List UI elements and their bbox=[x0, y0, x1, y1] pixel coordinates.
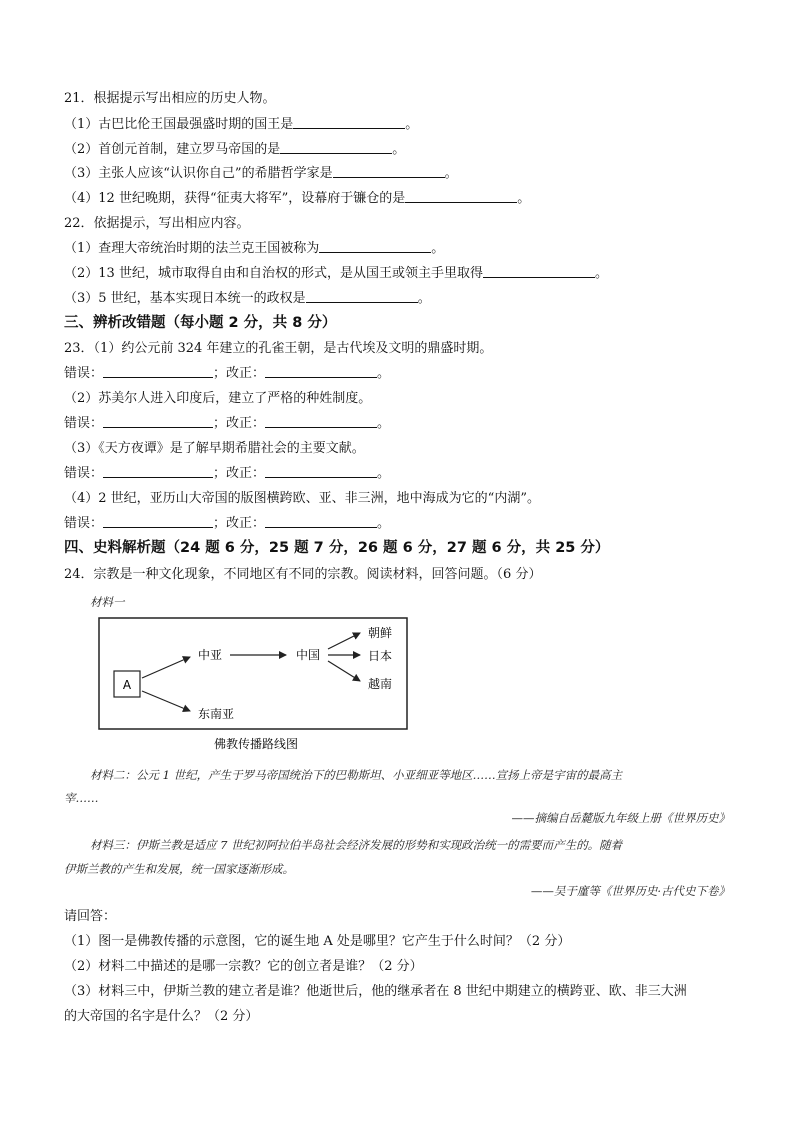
q22-item-2: （2）13 世纪，城市取得自由和自治权的形式，是从国王或领主手里取得 。 bbox=[64, 266, 608, 281]
korea-label: 朝鲜 bbox=[368, 626, 393, 640]
q21-item-2: （2）首创元首制，建立罗马帝国的是 。 bbox=[64, 142, 406, 157]
error-blank[interactable] bbox=[103, 515, 213, 528]
correction-blank[interactable] bbox=[265, 365, 377, 378]
q23-answer-4: 错误： ；改正： 。 bbox=[64, 516, 391, 531]
q24-ask: 请回答： bbox=[64, 909, 117, 924]
error-blank[interactable] bbox=[103, 365, 213, 378]
material-3-line-2: 伊斯兰教的产生和发展，统一国家逐渐形成。 bbox=[64, 862, 294, 876]
error-blank[interactable] bbox=[103, 415, 213, 428]
japan-label: 日本 bbox=[368, 649, 393, 663]
origin-label: A bbox=[122, 678, 132, 692]
answer-blank[interactable] bbox=[405, 190, 517, 203]
diagram-frame bbox=[99, 618, 407, 729]
correction-blank[interactable] bbox=[265, 415, 377, 428]
material-1-label: 材料一 bbox=[90, 595, 125, 609]
answer-blank[interactable] bbox=[483, 265, 595, 278]
q23-answer-1: 错误： ；改正： 。 bbox=[64, 366, 391, 381]
q21-stem: 21．根据提示写出相应的历史人物。 bbox=[64, 91, 276, 106]
correction-blank[interactable] bbox=[265, 465, 377, 478]
central-asia-label: 中亚 bbox=[198, 648, 223, 662]
q23-item-2: （2）苏美尔人进入印度后，建立了严格的种姓制度。 bbox=[64, 391, 372, 406]
answer-blank[interactable] bbox=[306, 290, 418, 303]
material-2-line-2: 宰…… bbox=[64, 791, 99, 805]
q23-item-1: 23．（1）约公元前 324 年建立的孔雀王朝，是古代埃及文明的鼎盛时期。 bbox=[64, 341, 493, 356]
correction-blank[interactable] bbox=[265, 515, 377, 528]
answer-blank[interactable] bbox=[319, 240, 431, 253]
section-4-title: 四、史料解析题（24 题 6 分，25 题 7 分，26 题 6 分，27 题 6 分，共 25 分） bbox=[64, 540, 610, 556]
china-label: 中国 bbox=[296, 648, 321, 662]
answer-blank[interactable] bbox=[333, 165, 445, 178]
q22-item-1: （1）查理大帝统治时期的法兰克王国被称为 。 bbox=[64, 241, 445, 256]
q21-item-4: （4）12 世纪晚期，获得“征夷大将军”，设幕府于镰仓的是 。 bbox=[64, 191, 531, 206]
q21-item-1: （1）古巴比伦王国最强盛时期的国王是 。 bbox=[64, 117, 419, 132]
material-3-line-1: 材料三：伊斯兰教是适应 7 世纪初阿拉伯半岛社会经济发展的形势和实现政治统一的需要而产生的。随着 bbox=[90, 838, 623, 852]
material-2-source: ——摘编自岳麓版九年级上册《世界历史》 bbox=[511, 811, 730, 825]
q23-answer-2: 错误： ；改正： 。 bbox=[64, 416, 391, 431]
vietnam-label: 越南 bbox=[368, 677, 393, 691]
answer-blank[interactable] bbox=[293, 116, 405, 129]
q24-question-3: （3）材料三中，伊斯兰教的建立者是谁？他逝世后，他的继承者在 8 世纪中期建立的横跨亚、欧、非三大洲 bbox=[64, 984, 687, 999]
q22-stem: 22．依据提示，写出相应内容。 bbox=[64, 216, 250, 231]
q23-answer-3: 错误： ；改正： 。 bbox=[64, 466, 391, 481]
q21-item-3: （3）主张人应该“认识你自己”的希腊哲学家是 。 bbox=[64, 166, 458, 181]
buddhism-route-diagram bbox=[98, 615, 410, 755]
q24-question-3-cont: 的大帝国的名字是什么？（2 分） bbox=[64, 1009, 259, 1024]
q24-question-2: （2）材料二中描述的是哪一宗教？它的创立者是谁？（2 分） bbox=[64, 959, 423, 974]
q23-item-3: （3）《天方夜谭》是了解早期希腊社会的主要文献。 bbox=[64, 441, 365, 456]
material-2-line-1: 材料二：公元 1 世纪，产生于罗马帝国统治下的巴勒斯坦、小亚细亚等地区……宣扬上帝是宇宙的最高主 bbox=[90, 768, 623, 782]
southeast-asia-label: 东南亚 bbox=[198, 707, 235, 721]
q24-stem: 24．宗教是一种文化现象，不同地区有不同的宗教。阅读材料，回答问题。（6 分） bbox=[64, 567, 542, 582]
q24-question-1: （1）图一是佛教传播的示意图，它的诞生地 A 处是哪里？它产生于什么时间？（2 分） bbox=[64, 934, 571, 949]
diagram-caption: 佛教传播路线图 bbox=[213, 737, 299, 751]
q22-item-3: （3）5 世纪，基本实现日本统一的政权是 。 bbox=[64, 291, 431, 306]
material-3-source: ——吴于廑等《世界历史·古代史下卷》 bbox=[530, 884, 730, 898]
answer-blank[interactable] bbox=[280, 141, 392, 154]
error-blank[interactable] bbox=[103, 465, 213, 478]
q23-item-4: （4）2 世纪，亚历山大帝国的版图横跨欧、亚、非三洲，地中海成为它的“内湖”。 bbox=[64, 491, 540, 506]
section-3-title: 三、辨析改错题（每小题 2 分，共 8 分） bbox=[64, 315, 337, 331]
